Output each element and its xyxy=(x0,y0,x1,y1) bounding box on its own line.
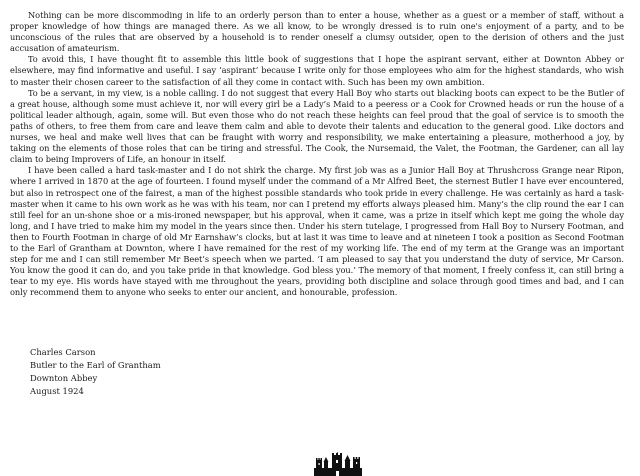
signature-date: August 1924 xyxy=(30,386,84,396)
paragraph-history: I have been called a hard task-master and I do not shirk the charge. My first job was as a Junior Hall Boy at Thrushcross Grange near Ripon, where I arrived in 1870 at the age of fourteen. I found myself under the command of a Mr Alfred Beet, the sternest Butler I have ever encountered, but also in retrospect one of the fairest, a man of the highest possible standards who took pride in every challenge. He was certainly as hard a task-master when it came to his own work as he was with his team, nor can I pretend my efforts always pleased him. Many’s the clip round the ear I can still feel for an un-shone shoe or a mis-ironed newspaper, but his approval, when it came, was a prize in itself which kept me going the whole day long, and I have tried to make him my model in the years since then. Under his stern tutelage, I progressed from Hall Boy to Nursery Footman, and then to Fourth Footman in charge of old Mr Earnshaw’s clocks, but at last it was time to leave and at nineteen I took a position as Second Footman to the Earl of Grantham at Downton, where I have remained for the rest of my working life. The end of my term at the Grange was an important step for me and I can still remember Mr Beet’s speech when we parted. ‘I am pleased to say that you understand the duty of service, Mr Carson. You know the good it can do, and you take pride in that knowledge. God bless you.’ The memory of that moment, I freely confess it, can still bring a tear to my eye. His words have stayed with me throughout the years, providing both discipline and solace through good times and bad, and I can only recommend them to anyone who seeks to enter our ancient, and honourable, profession. xyxy=(10,165,624,298)
signature-place: Downton Abbey xyxy=(30,373,98,383)
paragraph-intro: Nothing can be more discommoding in life to an orderly person than to enter a house, whether as a guest or a member of staff, without a proper knowledge of how things are managed there. As we all know, to be wrongly dressed is to ruin one's enjoyment of a party, and to be unconscious of the rules that are observed by a household is to render oneself a clumsy outsider, open to the derision of others and the just accusation of amateurism. xyxy=(10,10,624,54)
paragraph-purpose: To avoid this, I have thought fit to assemble this little book of suggestions that I hope the aspirant servant, either at Downton Abbey or elsewhere, may find informative and useful. I say ‘aspirant’ because I write only for those employees who aim for the highest standards, who wish to master their chosen career to the satisfaction of all they come in contact with. Such has been my own ambition. xyxy=(10,54,624,87)
signature-block xyxy=(30,346,161,398)
signature-title: Butler to the Earl of Grantham xyxy=(30,360,161,370)
castle-silhouette-icon xyxy=(310,452,366,476)
signature-name: Charles Carson xyxy=(30,347,96,357)
letter-body xyxy=(10,10,624,298)
paragraph-calling: To be a servant, in my view, is a noble calling. I do not suggest that every Hall Boy who starts out blacking boots can expect to be the Butler of a great house, although some must achieve it, nor will every girl be a Lady’s Maid to a peeress or a Cook for Crowned heads or run the house of a political leader although, again, some will. But even those who do not reach these heights can feel proud that the goal of service is to smooth the paths of others, to free them from care and leave them calm and able to devote their talents and education to the general good. Like doctors and nurses, we heal and make well lives that can be fraught with worry and responsibility, we make entertaining a pleasure, motherhood a joy, by taking on the elements of those roles that can be tiring and stressful. The Cook, the Nursemaid, the Valet, the Footman, the Gardener, can all lay claim to being Improvers of Life, an honour in itself. xyxy=(10,87,624,165)
